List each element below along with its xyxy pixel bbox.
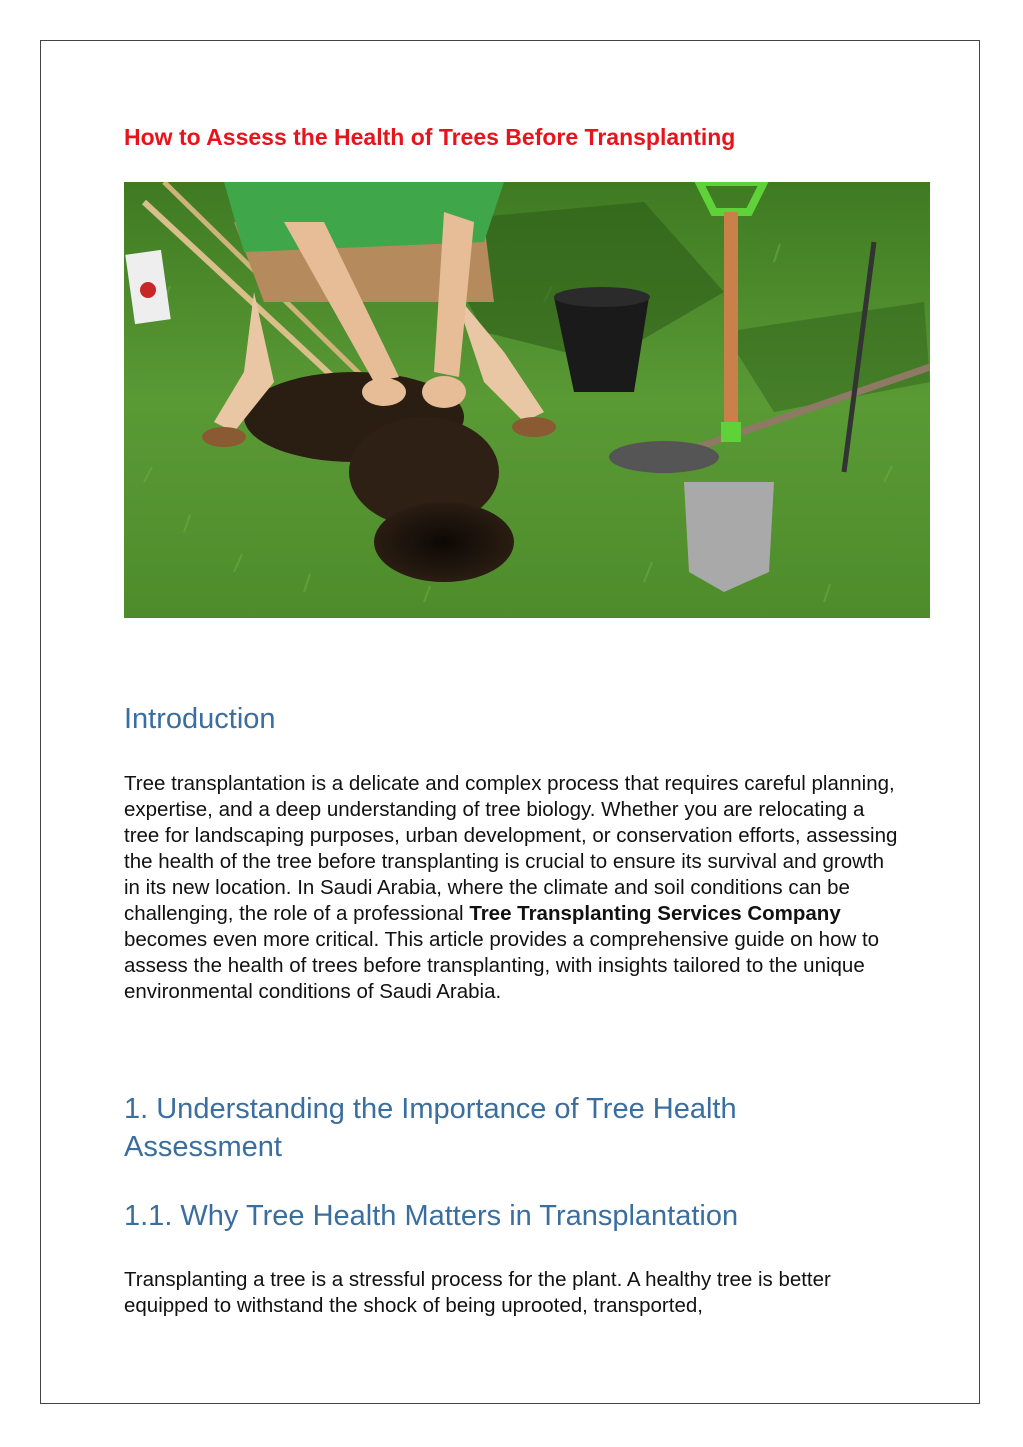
heading-section-1: 1. Understanding the Importance of Tree Health Assessment	[124, 1093, 737, 1163]
spade-handle	[724, 212, 738, 432]
document-title: How to Assess the Health of Trees Before Transplanting	[124, 124, 736, 150]
intro-text-after: becomes even more critical. This article provides a comprehensive guide on how to assess the health of trees before transplanting, with insights tailored to the unique environmental conditions of Saudi Arabia.	[124, 928, 880, 1003]
heading-section-1-1: 1.1. Why Tree Health Matters in Transplantation	[124, 1200, 739, 1232]
section-1-1-paragraph: Transplanting a tree is a stressful process for the plant. A healthy tree is better equipped to withstand the shock of being uprooted, transported,	[124, 1268, 831, 1317]
intro-paragraph	[124, 771, 904, 1005]
spade-blade	[684, 482, 774, 592]
heading-introduction: Introduction	[124, 703, 276, 735]
hero-photo	[124, 182, 930, 618]
person-shoe-right	[512, 417, 556, 437]
lying-shovel-blade	[609, 441, 719, 473]
intro-text-before: Tree transplantation is a delicate and complex process that requires careful planning, expertise, and a deep understanding of tree biology. Whether you are relocating a tree for landscaping purposes, urban development, or conservation efforts, assessing the health of the tree before transplanting is crucial to ensure its survival and growth in its new location. In Saudi Arabia, where the climate and soil conditions can be challenging, the role of a professional	[124, 772, 898, 925]
planting-hole	[374, 502, 514, 582]
person-shoe-left	[202, 427, 246, 447]
intro-text-bold: Tree Transplanting Services Company	[469, 902, 841, 925]
tree-transplant-illustration	[124, 182, 930, 618]
